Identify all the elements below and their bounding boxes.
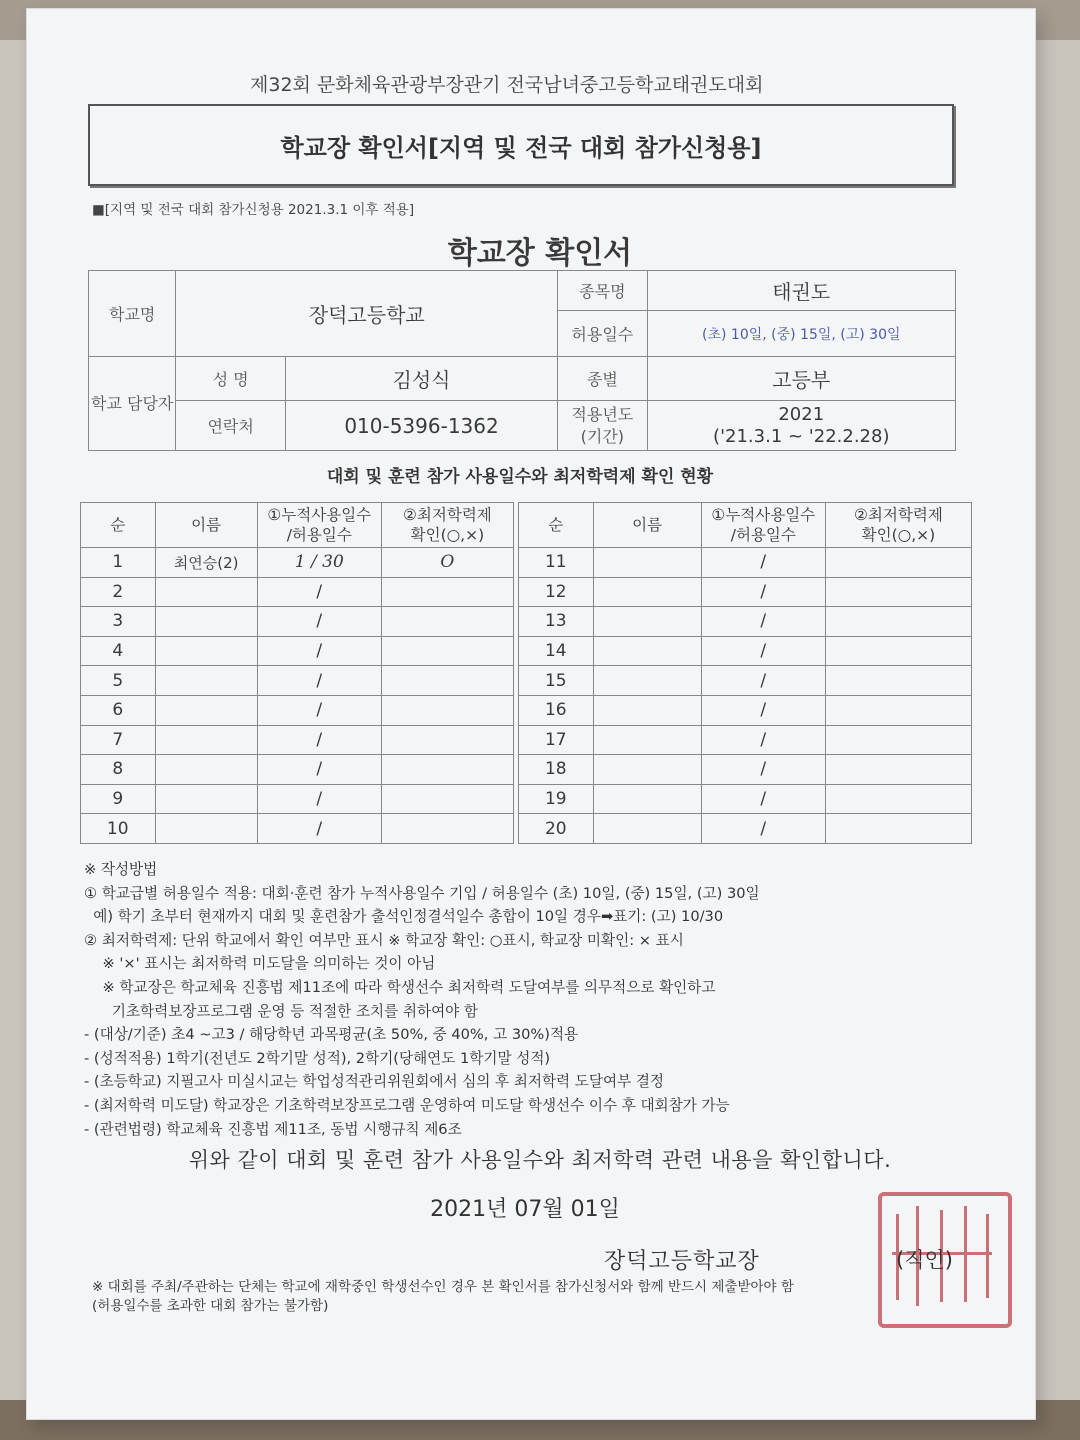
row-days: / [257, 666, 381, 696]
table-row [81, 577, 514, 607]
title-box-text: 학교장 확인서[지역 및 전국 대회 참가신청용] [280, 134, 762, 162]
row-name [155, 577, 257, 607]
col-days-header [701, 503, 825, 548]
row-number: 2 [81, 577, 156, 607]
row-name: 최연승(2) [155, 548, 257, 578]
instruction-line: - (성적적용) 1학기(전년도 2학기말 성적), 2학기(당해연도 1학기말 성적) [84, 1049, 551, 1067]
instruction-line: 예) 학기 초부터 현재까지 대회 및 훈련참가 출석인정결석일수 총합이 10일 경우➡표기: (고) 10/30 [84, 908, 724, 926]
row-name [593, 607, 701, 637]
row-days: / [701, 636, 825, 666]
row-name [155, 784, 257, 814]
row-check [825, 548, 971, 578]
row-check [381, 666, 513, 696]
row-check [825, 755, 971, 785]
col-days-header [257, 503, 381, 548]
row-days: / [701, 666, 825, 696]
principal-name: 장덕고등학교장 [604, 1249, 760, 1274]
school-label: 학교명 [89, 271, 176, 357]
issue-date: 2021년 07월 01일 [430, 1197, 620, 1222]
row-name [155, 636, 257, 666]
col-days-header-used: ①누적사용일수 [711, 506, 816, 524]
footer-line: ※ 대회를 주최/주관하는 단체는 학교에 재학중인 학생선수인 경우 본 확인서를 참가신청서와 함께 반드시 제출받아야 함 [92, 1279, 794, 1295]
row-number: 14 [519, 636, 594, 666]
row-days: / [701, 725, 825, 755]
col-no-header: 순 [81, 503, 156, 548]
instruction-line: ※ 작성방법 [84, 861, 158, 878]
row-name [593, 666, 701, 696]
row-days: / [257, 725, 381, 755]
row-check [381, 607, 513, 637]
col-check-header [825, 503, 971, 548]
instruction-line: - (최저학력 미도달) 학교장은 기초학력보장프로그램 운영하여 미도달 학생선수 이수 후 대회참가 가능 [84, 1096, 730, 1114]
row-number: 5 [81, 666, 156, 696]
stamp-label: (직인) [896, 1248, 953, 1272]
col-days-header-allowed: /허용일수 [286, 526, 352, 544]
status-table-right [518, 502, 972, 844]
row-days: / [701, 548, 825, 578]
row-days: / [701, 607, 825, 637]
col-name-header: 이름 [593, 503, 701, 548]
row-number: 8 [81, 755, 156, 785]
year-cell [647, 401, 955, 451]
footer-note [92, 1278, 972, 1316]
year-label: 적용년도 (기간) [558, 401, 647, 451]
row-name [155, 666, 257, 696]
row-number: 12 [519, 577, 594, 607]
row-name [593, 636, 701, 666]
table-row [81, 814, 514, 844]
sport-value: 태권도 [647, 271, 955, 311]
row-number: 13 [519, 607, 594, 637]
row-check [825, 666, 971, 696]
row-check: O [381, 548, 513, 578]
status-table-left [80, 502, 514, 844]
row-days: / [257, 784, 381, 814]
table-row [519, 755, 972, 785]
row-name [593, 695, 701, 725]
instructions [84, 858, 984, 1141]
table-row [519, 577, 972, 607]
contact-value: 010-5396-1362 [285, 401, 557, 451]
table-row [519, 548, 972, 578]
row-check [825, 725, 971, 755]
table-row [519, 666, 972, 696]
col-check-header-sub: 확인(○,×) [410, 526, 485, 544]
row-days: / [701, 784, 825, 814]
row-days: / [701, 695, 825, 725]
row-check [381, 577, 513, 607]
instruction-line: ② 최저학력제: 단위 학교에서 확인 여부만 표시 ※ 학교장 확인: ○표시, 학교장 미확인: × 표시 [84, 931, 684, 949]
table-row [519, 725, 972, 755]
school-name: 장덕고등학교 [176, 271, 558, 357]
row-name [593, 755, 701, 785]
row-number: 16 [519, 695, 594, 725]
row-number: 20 [519, 814, 594, 844]
instruction-line: - (초등학교) 지필고사 미실시교는 학업성적관리위원회에서 심의 후 최저학력 도달여부 결정 [84, 1073, 665, 1091]
footer-line: (허용일수를 초과한 대회 참가는 불가함) [92, 1298, 329, 1314]
contact-label: 연락처 [176, 401, 286, 451]
row-number: 19 [519, 784, 594, 814]
col-check-header-title: ②최저학력제 [403, 506, 492, 524]
row-number: 3 [81, 607, 156, 637]
table-row [81, 695, 514, 725]
year-value: 2021 [778, 403, 825, 425]
row-name [155, 814, 257, 844]
class-label: 종별 [558, 357, 647, 401]
table-row [519, 814, 972, 844]
table-row [81, 548, 514, 578]
col-check-header [381, 503, 513, 548]
status-title: 대회 및 훈련 참가 사용일수와 최저학력제 확인 현황 [326, 467, 714, 487]
row-days: / [701, 814, 825, 844]
table-row [519, 784, 972, 814]
table-row [81, 784, 514, 814]
row-days: / [257, 695, 381, 725]
row-number: 9 [81, 784, 156, 814]
row-number: 7 [81, 725, 156, 755]
row-check [381, 725, 513, 755]
confirmation-statement: 위와 같이 대회 및 훈련 참가 사용일수와 최저학력 관련 내용을 확인합니다. [188, 1148, 892, 1172]
row-check [825, 636, 971, 666]
days-label: 허용일수 [558, 311, 647, 357]
table-row [519, 636, 972, 666]
period-value: ('21.3.1 ~ '22.2.28) [713, 425, 890, 447]
row-days: / [701, 577, 825, 607]
row-check [381, 814, 513, 844]
sport-label: 종목명 [558, 271, 647, 311]
row-check [825, 814, 971, 844]
col-days-header-allowed: /허용일수 [730, 526, 796, 544]
col-name-header: 이름 [155, 503, 257, 548]
row-name [593, 548, 701, 578]
table-row [81, 755, 514, 785]
row-number: 10 [81, 814, 156, 844]
row-days: / [257, 636, 381, 666]
instruction-line: - (관련법령) 학교체육 진흥법 제11조, 동법 시행규칙 제6조 [84, 1120, 462, 1138]
class-value: 고등부 [647, 357, 955, 401]
days-value: (초) 10일, (중) 15일, (고) 30일 [647, 311, 955, 357]
row-name [155, 725, 257, 755]
row-name [593, 784, 701, 814]
col-check-header-sub: 확인(○,×) [861, 526, 936, 544]
row-check [825, 784, 971, 814]
row-check [381, 784, 513, 814]
table-row [519, 695, 972, 725]
row-name [155, 695, 257, 725]
table-row [519, 607, 972, 637]
col-days-header-used: ①누적사용일수 [267, 506, 372, 524]
row-check [825, 607, 971, 637]
row-check [825, 577, 971, 607]
row-number: 17 [519, 725, 594, 755]
row-days: / [701, 755, 825, 785]
manager-label: 학교 담당자 [89, 357, 176, 451]
row-number: 1 [81, 548, 156, 578]
row-number: 15 [519, 666, 594, 696]
table-row [81, 636, 514, 666]
row-days: / [257, 607, 381, 637]
row-days: / [257, 755, 381, 785]
col-check-header-title: ②최저학력제 [854, 506, 943, 524]
row-days: 1 / 30 [257, 548, 381, 578]
table-row [81, 607, 514, 637]
manager-name: 김성식 [285, 357, 557, 401]
row-days: / [257, 814, 381, 844]
row-check [381, 695, 513, 725]
table-row [81, 725, 514, 755]
title-box [88, 104, 954, 186]
instruction-line: ① 학교급별 허용일수 적용: 대회·훈련 참가 누적사용일수 기입 / 허용일수 (초) 10일, (중) 15일, (고) 30일 [84, 884, 760, 902]
instruction-line: - (대상/기준) 초4 ~고3 / 해당학년 과목평균(초 50%, 중 40%, 고 30%)적용 [84, 1026, 579, 1044]
sub-note: ■[지역 및 전국 대회 참가신청용 2021.3.1 이후 적용] [92, 202, 415, 218]
row-days: / [257, 577, 381, 607]
row-name [593, 814, 701, 844]
page-title: 학교장 확인서 [447, 236, 633, 271]
row-check [825, 695, 971, 725]
row-name [155, 607, 257, 637]
row-name [593, 725, 701, 755]
name-label: 성 명 [176, 357, 286, 401]
instruction-line: 기초학력보장프로그램 운영 등 적절한 조치를 취하여야 함 [84, 1002, 479, 1020]
instruction-line: ※ '×' 표시는 최저학력 미도달을 의미하는 것이 아님 [84, 955, 436, 973]
info-table [88, 270, 956, 451]
row-check [381, 636, 513, 666]
row-check [381, 755, 513, 785]
row-number: 18 [519, 755, 594, 785]
table-row [81, 666, 514, 696]
col-no-header: 순 [519, 503, 594, 548]
row-name [593, 577, 701, 607]
instruction-line: ※ 학교장은 학교체육 진흥법 제11조에 따라 학생선수 최저학력 도달여부를 의무적으로 확인하고 [84, 978, 716, 996]
row-number: 4 [81, 636, 156, 666]
row-number: 6 [81, 695, 156, 725]
row-number: 11 [519, 548, 594, 578]
event-title: 제32회 문화체육관광부장관기 전국남녀중고등학교태권도대회 [250, 74, 764, 96]
row-name [155, 755, 257, 785]
